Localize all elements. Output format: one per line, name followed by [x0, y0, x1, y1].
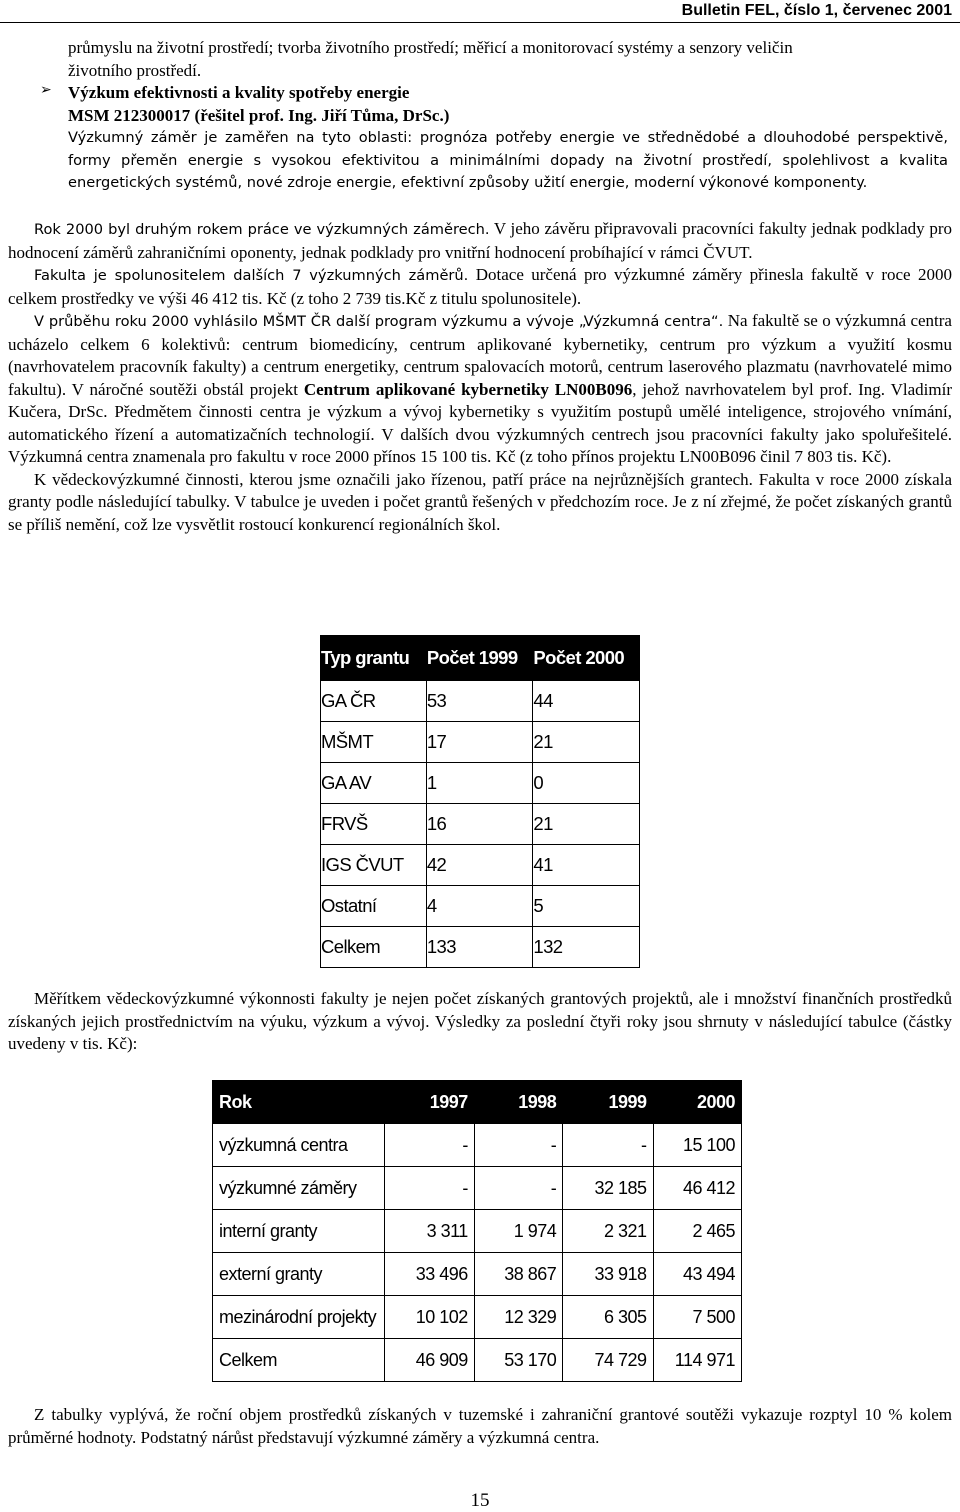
paragraph-funding: Měřítkem vědeckovýzkumné výkonnosti fakulty je nejen počet získaných grantových projektů, ale i množství finančních prostředků získaných jejich prostřednictvím na výuku, výzkum a vývoj. Výsledky za poslední čtyři roky jsou shrnuty v následující tabulce (částky uvedeny v tis. Kč):	[8, 989, 952, 1053]
funding-table	[212, 1080, 742, 1382]
project-description	[68, 127, 948, 195]
table-row: IGS ČVUT 42 41	[321, 845, 640, 886]
grants-table-header-row	[321, 636, 640, 681]
table-row: mezinárodní projekty 10 102 12 329 6 305 7 500	[213, 1296, 742, 1339]
grants-table	[320, 635, 640, 968]
body-text	[8, 218, 952, 536]
arrow-bullet-icon: ➢	[40, 82, 52, 98]
funding-header-2000: 2000	[653, 1081, 741, 1124]
table-row: GA AV 1 0	[321, 763, 640, 804]
project-heading	[68, 82, 948, 127]
table-row: FRVŠ 16 21	[321, 804, 640, 845]
page-header	[0, 0, 960, 23]
bulletin-title: Bulletin FEL, číslo 1, červenec 2001	[681, 2, 952, 19]
table-row: MŠMT 17 21	[321, 722, 640, 763]
paragraph-research-year: Rok 2000 byl druhým rokem práce ve výzkumných záměrech. V jeho závěru připravovali pracovníci fakulty jednak podklady pro hodnocení záměrů zahraničními oponenty, jednak podklady pro vnitřní hodnocení probíhající v rámci ČVUT.	[8, 219, 953, 262]
paragraph-conclusion: Z tabulky vyplývá, že roční objem prostředků získaných v tuzemské i zahraniční grantové soutěži vykazuje rozptyl 10 % kolem průměrné hodnoty. Podstatný nárůst představují výzkumné záměry a výzkumná centra.	[8, 1405, 952, 1447]
funding-intro	[8, 988, 952, 1056]
project-code: MSM 212300017 (řešitel prof. Ing. Jiří Tůma, DrSc.)	[68, 105, 450, 125]
table-row: GA ČR 53 44	[321, 681, 640, 722]
funding-header-1998: 1998	[474, 1081, 562, 1124]
intro-text	[68, 37, 948, 82]
grants-header-1999: Počet 1999	[426, 636, 533, 681]
table-row: interní granty 3 311 1 974 2 321 2 465	[213, 1210, 742, 1253]
project-title: Výzkum efektivnosti a kvality spotřeby energie	[68, 83, 410, 102]
grants-header-2000: Počet 2000	[533, 636, 640, 681]
funding-header-1999: 1999	[563, 1081, 653, 1124]
funding-header-1997: 1997	[384, 1081, 474, 1124]
conclusion-text	[8, 1404, 952, 1449]
paragraph-co-holder: Fakulta je spolunositelem dalších 7 výzkumných záměrů. Dotace určená pro výzkumné záměry přinesla fakultě v roce 2000 celkem prostředky ve výši 46 412 tis. Kč (z toho 2 739 tis.Kč z titulu spolunositele).	[8, 265, 952, 308]
paragraph-grants: K vědeckovýzkumné činnosti, kterou jsme označili jako řízenou, patří práce na nejrůznějších grantech. Fakulta v roce 2000 získala granty podle následující tabulky. V tabulce je uveden i počet grantů řešených v předchozím roce. Je z ní zřejmé, že počet získaných grantů se příliš nemění, což lze vysvětlit rostoucí konkurencí regionálních škol.	[8, 469, 952, 534]
intro-line-2: životního prostředí.	[68, 60, 202, 80]
project-description-text: Výzkumný záměr je zaměřen na tyto oblasti: prognóza potřeby energie ve střednědobé a dlouhodobé perspektivě, formy přeměn energie s vysokou efektivitou a minimálními dopady na životní prostředí, spolehlivost a kvalita energetických systémů, nové zdroje energie, efektivní způsoby užití energie, moderní výkonové komponenty.	[68, 129, 948, 191]
table-row: Celkem 46 909 53 170 74 729 114 971	[213, 1339, 742, 1382]
table-row: výzkumné záměry - - 32 185 46 412	[213, 1167, 742, 1210]
funding-table-header-row	[213, 1081, 742, 1124]
funding-header-year: Rok	[213, 1081, 385, 1124]
table-row: Ostatní 4 5	[321, 886, 640, 927]
table-row: výzkumná centra - - - 15 100	[213, 1124, 742, 1167]
intro-line-1: průmyslu na životní prostředí; tvorba životního prostředí; měřicí a monitorovací systémy a senzory veličin	[68, 38, 793, 57]
table-row: Celkem 133 132	[321, 927, 640, 968]
table-row: externí granty 33 496 38 867 33 918 43 494	[213, 1253, 742, 1296]
page-number: 15	[470, 1490, 490, 1511]
grants-header-type: Typ grantu	[321, 636, 427, 681]
paragraph-research-centres: V průběhu roku 2000 vyhlásilo MŠMT ČR další program výzkumu a vývoje „Výzkumná centra“. Na fakultě se o výzkumná centra ucházelo celkem 6 kolektivů: centrum biomedicíny, centrum aplikované kybernetiky, centrum pro výzkum a využití kosmu (navrhovatelem pracovník fakulty) a centrum energetiky, centrum spalovacích motorů, centrum laserového plazmatu (navrhovatelé mimo fakultu). V náročné soutěži obstál projekt Centrum aplikované kybernetiky LN00B096, jehož navrhovatelem byl prof. Ing. Vladimír Kučera, DrSc. Předmětem činnosti centra je výzkum a vývoj kybernetiky s využitím postupů umělé inteligence, strojového vnímání, automatického řízení a automatizačních technologií. V dalších dvou výzkumných centrech jsou pracovníci fakulty jako spoluřešitelé. Výzkumná centra znamenala pro fakultu v roce 2000 přínos 15 100 tis. Kč (z toho přínos projektu LN00B096 činil 7 803 tis. Kč).	[8, 311, 953, 466]
